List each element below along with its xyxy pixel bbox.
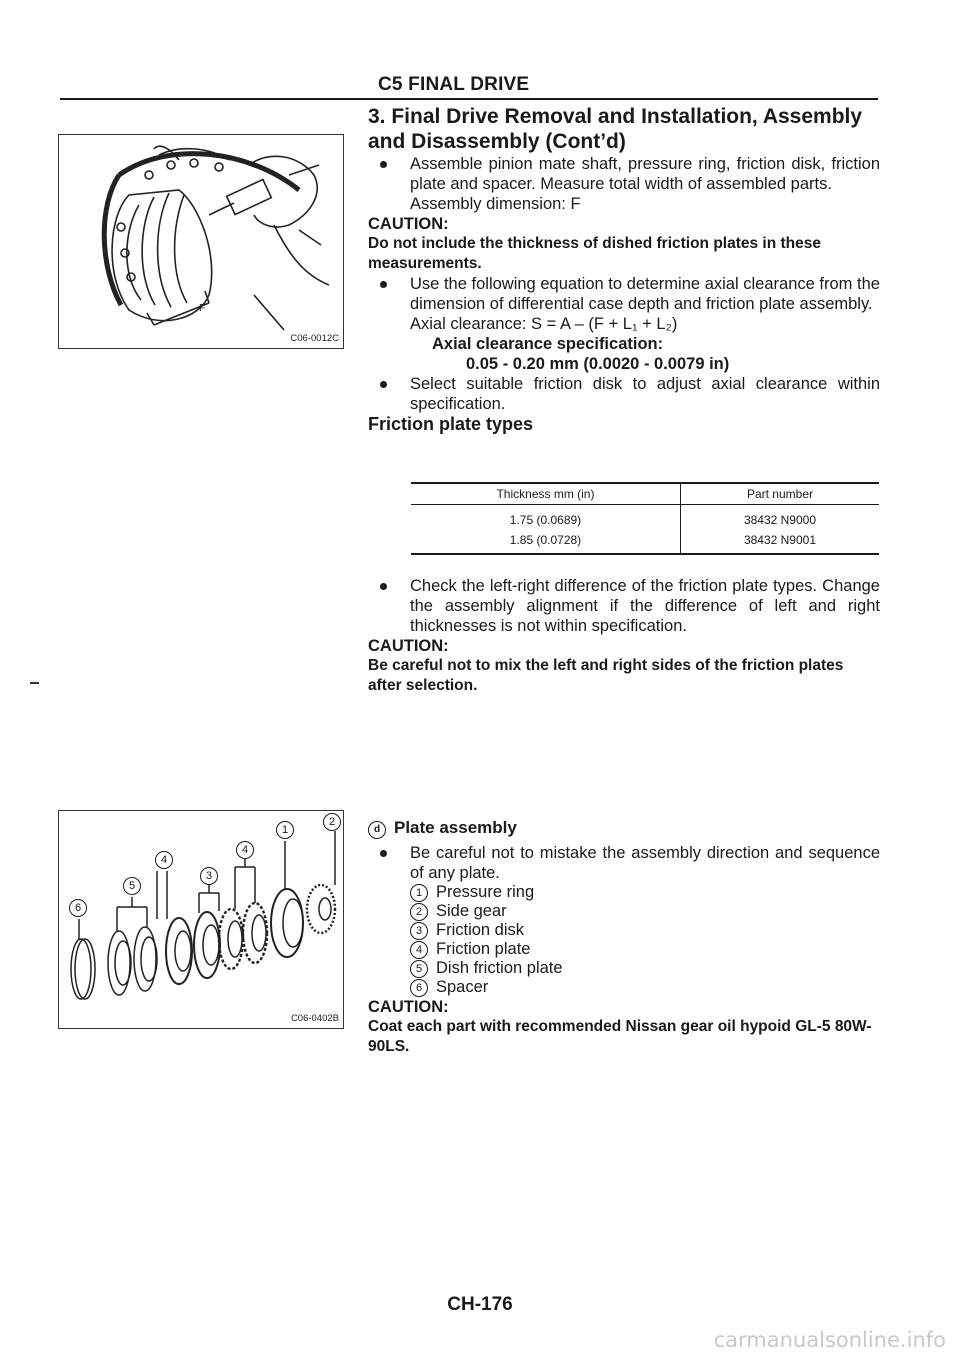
assembly-dimension: Assembly dimension: F [410, 195, 581, 213]
figure-code: C06-0012C [290, 333, 339, 344]
axial-clearance-formula: Axial clearance: S = A – (F + L₁ + L₂) [410, 315, 678, 333]
bullet-text: Be careful not to mistake the assembly direction and sequence of any plate. [410, 844, 880, 882]
part-item [410, 921, 880, 940]
list-item [368, 374, 880, 414]
bullet-text: Use the following equation to determine axial clearance from the dimension of differential case depth and friction plate assembly. [410, 275, 880, 313]
margin-mark [30, 682, 39, 684]
part-item [410, 959, 880, 978]
callout-3: 3 [200, 867, 218, 885]
caution-text: Be careful not to mix the left and right sides of the friction plates after selection. [368, 657, 844, 694]
bullet-text: Select suitable friction disk to adjust axial clearance within specification. [410, 375, 880, 413]
callout-4b: 4 [236, 841, 254, 859]
caution-text: Coat each part with recommended Nissan gear oil hypoid GL-5 80W-90LS. [368, 1018, 872, 1055]
list-item [368, 154, 880, 214]
content-top [368, 154, 880, 434]
part-label: Spacer [436, 978, 489, 996]
part-label: Side gear [436, 902, 507, 920]
column-header: Thickness mm (in) [411, 483, 680, 505]
content-mid [368, 576, 880, 696]
part-item [410, 940, 880, 959]
figure-code: C06-0402B [290, 1013, 339, 1024]
heading-text: Plate assembly [394, 818, 517, 837]
part-number: 1 [410, 884, 428, 902]
micrometer-illustration [59, 135, 343, 348]
part-number: 2 [410, 903, 428, 921]
table-heading: Friction plate types [368, 414, 534, 434]
callout-1: 1 [276, 821, 294, 839]
content-plate-assembly [368, 818, 880, 1057]
table-row [411, 530, 879, 554]
callout-2: 2 [323, 813, 341, 831]
bullet-text: Check the left-right difference of the friction plate types. Change the assembly alignment if the difference of left and right thicknesses is not within specification. [410, 577, 880, 635]
dimension-f-label: F [199, 303, 206, 314]
table-cell: 38432 N9001 [743, 533, 817, 547]
spec-label: Axial clearance specification: [432, 335, 664, 353]
parts-list [368, 883, 880, 997]
part-number: 5 [410, 960, 428, 978]
callout-6: 6 [69, 899, 87, 917]
table-cell: 38432 N9000 [743, 513, 817, 527]
part-number: 4 [410, 941, 428, 959]
callout-5: 5 [123, 877, 141, 895]
figure-micrometer-measurement [58, 134, 344, 349]
list-item [368, 843, 880, 883]
caution-label: CAUTION: [368, 637, 449, 655]
table-cell: 1.75 (0.0689) [411, 505, 680, 531]
page-number: CH-176 [447, 1294, 513, 1315]
table-cell: 1.85 (0.0728) [411, 530, 680, 554]
caution-label: CAUTION: [368, 215, 449, 233]
part-label: Friction plate [436, 940, 531, 958]
table-row [411, 505, 879, 531]
plate-assembly-heading [368, 818, 880, 839]
caution-text: Do not include the thickness of dished friction plates in these measurements. [368, 235, 822, 272]
watermark: carmanualsonline.info [713, 1328, 946, 1352]
part-label: Pressure ring [436, 883, 535, 901]
exploded-plate-illustration [59, 811, 343, 1028]
section-marker: d [368, 821, 386, 839]
spec-value: 0.05 - 0.20 mm (0.0020 - 0.0079 in) [466, 355, 730, 373]
part-item [410, 978, 880, 997]
part-label: Dish friction plate [436, 959, 563, 977]
part-label: Friction disk [436, 921, 525, 939]
friction-plate-table [411, 482, 879, 555]
column-header: Part number [746, 487, 813, 501]
caution-label: CAUTION: [368, 998, 449, 1016]
part-number: 6 [410, 979, 428, 997]
list-item [368, 274, 880, 374]
list-item [368, 576, 880, 636]
callout-4: 4 [155, 851, 173, 869]
part-item [410, 883, 880, 902]
part-item [410, 902, 880, 921]
section-title: 3. Final Drive Removal and Installation, Assembly and Disassembly (Cont’d) [368, 105, 863, 153]
figure-plate-assembly [58, 810, 344, 1029]
bullet-text: Assemble pinion mate shaft, pressure ring, friction disk, friction plate and spacer. Measure total width of assembled parts. [410, 155, 880, 193]
chapter-title: C5 FINAL DRIVE [378, 74, 530, 95]
part-number: 3 [410, 922, 428, 940]
header-rule [60, 98, 878, 100]
